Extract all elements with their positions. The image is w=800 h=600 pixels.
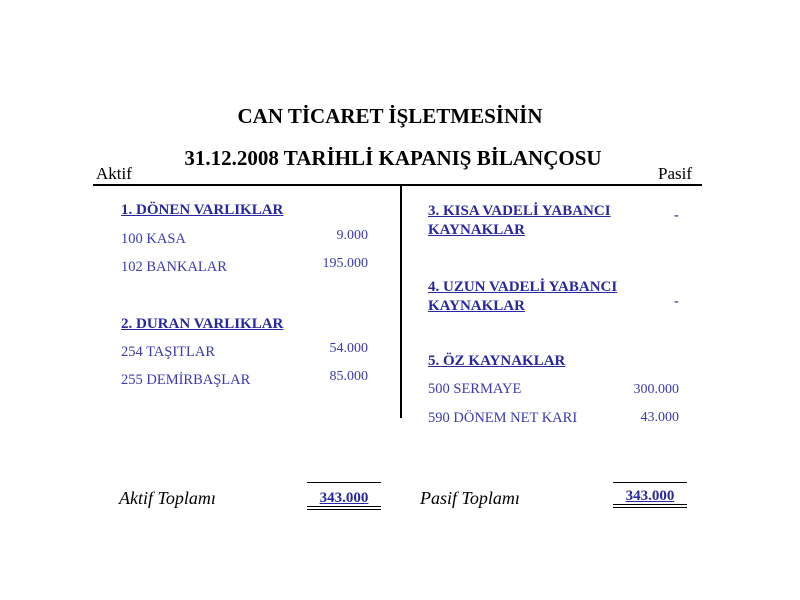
account-sermaye-label: 500 SERMAYE bbox=[428, 381, 522, 397]
section-kisa-vadeli-yabanci-kaynaklar: 3. KISA VADELİ YABANCI KAYNAKLAR bbox=[428, 203, 611, 238]
pasif-total-value: 343.000 bbox=[625, 488, 675, 504]
aktif-header: Aktif bbox=[96, 164, 132, 183]
account-kasa-label: 100 KASA bbox=[121, 231, 186, 247]
account-kasa-value: 9.000 bbox=[336, 228, 368, 243]
account-sermaye-value: 300.000 bbox=[633, 382, 679, 397]
pasif-total-rule-top bbox=[613, 482, 687, 483]
account-donem-net-kari-label: 590 DÖNEM NET KARI bbox=[428, 410, 578, 426]
pasif-total-label: Pasif Toplamı bbox=[420, 488, 520, 508]
account-demirbaslar-label: 255 DEMİRBAŞLAR bbox=[121, 372, 251, 388]
t-account-top-line bbox=[93, 184, 702, 186]
pasif-header: Pasif bbox=[658, 164, 692, 183]
pasif-total-rule-bottom-1 bbox=[613, 504, 687, 505]
aktif-total-value: 343.000 bbox=[319, 490, 369, 506]
aktif-total-rule-bottom-1 bbox=[307, 506, 381, 507]
aktif-total-rule-top bbox=[307, 482, 381, 483]
section-donen-varliklar: 1. DÖNEN VARLIKLAR bbox=[121, 202, 284, 218]
aktif-total-label: Aktif Toplamı bbox=[119, 488, 216, 508]
kisa-vadeli-value: - bbox=[674, 208, 679, 223]
section-duran-varliklar: 2. DURAN VARLIKLAR bbox=[121, 316, 284, 332]
account-bankalar-value: 195.000 bbox=[322, 256, 368, 271]
uzun-vadeli-value: - bbox=[674, 294, 679, 309]
pasif-total-rule-bottom-2 bbox=[613, 507, 687, 508]
section-oz-kaynaklar: 5. ÖZ KAYNAKLAR bbox=[428, 353, 566, 369]
account-tasitlar-value: 54.000 bbox=[329, 341, 368, 356]
account-bankalar-label: 102 BANKALAR bbox=[121, 259, 227, 275]
title-line-1: CAN TİCARET İŞLETMESİNİN bbox=[237, 104, 543, 128]
account-tasitlar-label: 254 TAŞITLAR bbox=[121, 344, 216, 360]
t-account-divider bbox=[400, 185, 402, 418]
account-demirbaslar-value: 85.000 bbox=[329, 369, 368, 384]
account-donem-net-kari-value: 43.000 bbox=[640, 410, 679, 425]
aktif-total-rule-bottom-2 bbox=[307, 509, 381, 510]
section-uzun-vadeli-yabanci-kaynaklar: 4. UZUN VADELİ YABANCI KAYNAKLAR bbox=[428, 279, 618, 314]
title-line-2: 31.12.2008 TARİHLİ KAPANIŞ BİLANÇOSU bbox=[184, 146, 602, 170]
